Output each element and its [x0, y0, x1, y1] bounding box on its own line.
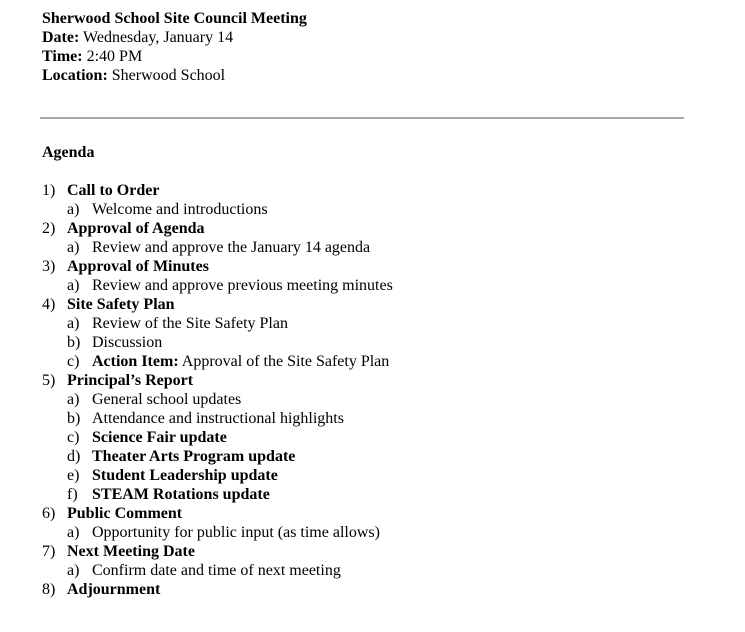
agenda-subitem: [42, 352, 393, 371]
agenda-item: [42, 504, 393, 523]
agenda-item-label: Public Comment: [67, 505, 183, 522]
agenda-item-number: 4): [42, 296, 56, 313]
subitem-letter: f): [67, 486, 78, 503]
subitem-letter: a): [67, 315, 80, 332]
subitem-letter: b): [67, 410, 81, 427]
subitem-letter: d): [67, 448, 81, 465]
agenda-item: [42, 181, 393, 200]
subitem-text: Review and approve the January 14 agenda: [92, 239, 371, 256]
location-value: Sherwood School: [107, 67, 226, 84]
time-label: Time:: [42, 48, 83, 65]
agenda-subitem: [42, 428, 393, 447]
agenda-item: [42, 580, 393, 599]
agenda-subitem: [42, 314, 393, 333]
agenda-item-label: Approval of Agenda: [67, 220, 205, 237]
subitem-letter: a): [67, 391, 80, 408]
subitem-letter: a): [67, 562, 80, 579]
subitem-letter: b): [67, 334, 81, 351]
agenda-item: [42, 219, 393, 238]
agenda-subitem: [42, 561, 393, 580]
subitem-letter: a): [67, 277, 80, 294]
subitem-text: Review of the Site Safety Plan: [92, 315, 288, 332]
subitem-text: Attendance and instructional highlights: [92, 410, 344, 427]
agenda-item-number: 1): [42, 182, 56, 199]
meeting-header: [42, 9, 307, 85]
agenda-item-label: Call to Order: [67, 182, 160, 199]
location-label: Location:: [42, 67, 108, 84]
subitem-letter: c): [67, 353, 80, 370]
agenda-subitem: [42, 200, 393, 219]
agenda-subitem: [42, 447, 393, 466]
agenda-item-label: Approval of Minutes: [67, 258, 209, 275]
horizontal-divider: [40, 117, 684, 119]
subitem-text: Approval of the Site Safety Plan: [178, 353, 390, 370]
subitem-text: General school updates: [92, 391, 242, 408]
agenda-subitem: [42, 485, 393, 504]
meeting-time: [42, 47, 307, 66]
subitem-bold-text: Science Fair update: [92, 429, 227, 446]
meeting-location: [42, 66, 307, 85]
subitem-text: Discussion: [92, 334, 163, 351]
meeting-title: Sherwood School Site Council Meeting: [42, 10, 307, 27]
subitem-letter: a): [67, 524, 80, 541]
agenda-item: [42, 257, 393, 276]
agenda-item-number: 7): [42, 543, 56, 560]
subitem-bold-text: Theater Arts Program update: [92, 448, 296, 465]
agenda-subitem: [42, 390, 393, 409]
agenda-subitem: [42, 523, 393, 542]
agenda-subitem: [42, 409, 393, 428]
agenda-subitem: [42, 276, 393, 295]
agenda-heading: Agenda: [42, 144, 95, 161]
subitem-letter: e): [67, 467, 80, 484]
subitem-text: Opportunity for public input (as time allows): [92, 524, 380, 541]
subitem-text: Confirm date and time of next meeting: [92, 562, 341, 579]
subitem-letter: a): [67, 201, 80, 218]
agenda-subitem: [42, 466, 393, 485]
date-value: Wednesday, January 14: [79, 29, 234, 46]
agenda-item-number: 6): [42, 505, 56, 522]
subitem-text: Welcome and introductions: [92, 201, 268, 218]
subitem-bold-text: STEAM Rotations update: [92, 486, 270, 503]
agenda-item-label: Principal’s Report: [67, 372, 194, 389]
agenda-item-number: 5): [42, 372, 56, 389]
agenda-subitem: [42, 333, 393, 352]
agenda-item-label: Next Meeting Date: [67, 543, 195, 560]
subitem-bold-text: Action Item:: [92, 353, 179, 370]
date-label: Date:: [42, 29, 80, 46]
agenda-item-number: 3): [42, 258, 56, 275]
subitem-bold-text: Student Leadership update: [92, 467, 278, 484]
subitem-letter: a): [67, 239, 80, 256]
agenda-item-label: Site Safety Plan: [67, 296, 175, 313]
agenda-item: [42, 371, 393, 390]
meeting-date: [42, 28, 307, 47]
agenda-item: [42, 542, 393, 561]
agenda-list: [42, 181, 393, 599]
agenda-item-label: Adjournment: [67, 581, 161, 598]
subitem-letter: c): [67, 429, 80, 446]
time-value: 2:40 PM: [82, 48, 143, 65]
agenda-item-number: 8): [42, 581, 56, 598]
agenda-item: [42, 295, 393, 314]
agenda-item-number: 2): [42, 220, 56, 237]
agenda-subitem: [42, 238, 393, 257]
subitem-text: Review and approve previous meeting minutes: [92, 277, 393, 294]
